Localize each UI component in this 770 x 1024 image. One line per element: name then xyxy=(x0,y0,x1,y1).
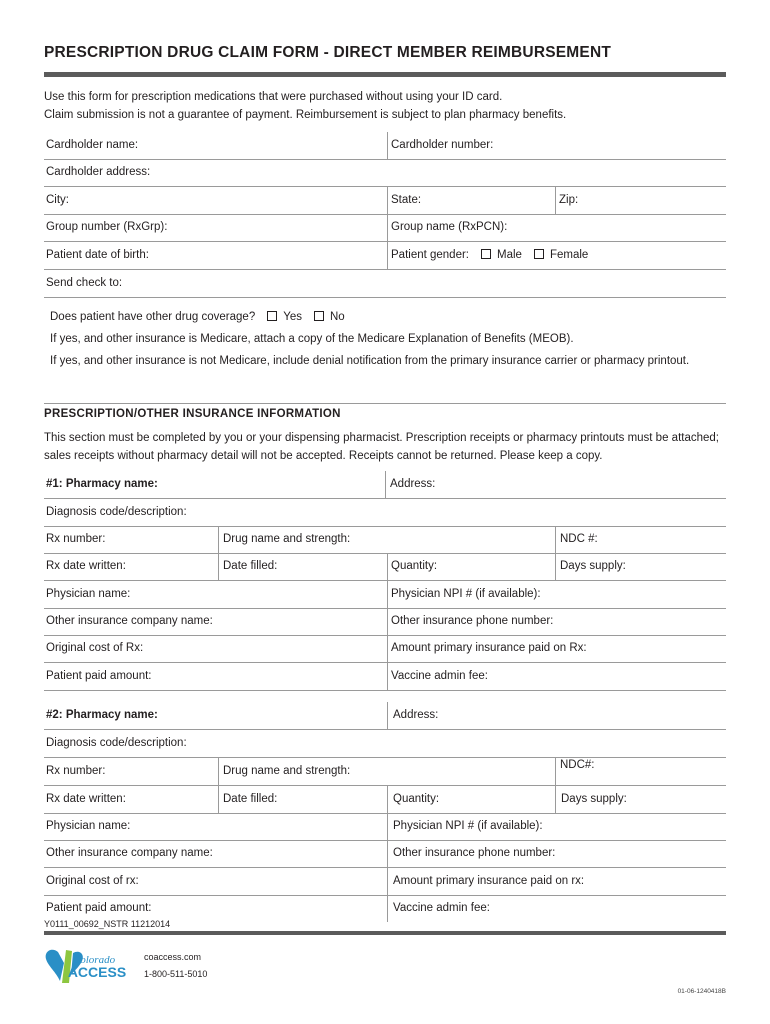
rx2-diagnosis-row xyxy=(44,730,726,758)
rx1-vaccine-fee-field[interactable]: Vaccine admin fee: xyxy=(391,670,488,682)
female-label: Female xyxy=(549,249,589,261)
rx2-dates-row xyxy=(44,786,726,814)
rx2-diagnosis-field[interactable]: Diagnosis code/description: xyxy=(46,737,187,749)
state-field[interactable]: State: xyxy=(391,194,422,206)
row-send-check xyxy=(44,270,726,298)
rx2-pharmacy-field[interactable] xyxy=(44,702,158,729)
group-number-field[interactable]: Group number (RxGrp): xyxy=(46,221,168,233)
rx2-ndc-field[interactable]: NDC#: xyxy=(560,759,595,771)
rx2-pharmacy-row xyxy=(44,702,726,730)
coverage-question-label: Does patient have other drug coverage? xyxy=(50,311,256,323)
logo-text-top: Colorado xyxy=(72,954,116,966)
rx1-physician-field[interactable]: Physician name: xyxy=(46,588,131,600)
intro-line-1: Use this form for prescription medications that were purchased without using your ID card. xyxy=(44,91,503,103)
rx1-rx-number-field[interactable]: Rx number: xyxy=(46,533,106,545)
rx1-pharmacy-label: : Pharmacy name: xyxy=(58,478,158,490)
city-field[interactable]: City: xyxy=(46,194,69,206)
title-divider xyxy=(44,72,726,77)
rx2-npi-field[interactable]: Physician NPI # (if available): xyxy=(393,820,543,832)
row-patient xyxy=(44,242,726,270)
rx2-paid-row xyxy=(44,895,726,922)
rx1-date-filled-field[interactable]: Date filled: xyxy=(223,560,278,572)
rx1-number: #1 xyxy=(46,478,59,490)
coverage-yes-label: Yes xyxy=(283,311,302,323)
rx2-original-cost-field[interactable]: Original cost of rx: xyxy=(46,875,139,887)
patient-gender-label: Patient gender: xyxy=(391,249,470,261)
rx1-address-field[interactable]: Address: xyxy=(390,478,436,490)
section-instructions: This section must be completed by you or your dispensing pharmacist. Prescription receipts or pharmacy printouts must be attached; sales receipts without pharmacy detail will not be accepted. Receipts cannot be returned. Please keep a copy. xyxy=(44,432,719,462)
cardholder-name-field[interactable]: Cardholder name: xyxy=(46,139,139,151)
rx1-drug-field[interactable]: Drug name and strength: xyxy=(223,533,351,545)
zip-field[interactable]: Zip: xyxy=(559,194,579,206)
bottom-divider xyxy=(44,931,726,935)
coverage-question xyxy=(50,308,722,326)
rx1-patient-paid-field[interactable]: Patient paid amount: xyxy=(46,670,152,682)
rx1-paid-row xyxy=(44,663,726,691)
rx2-days-supply-field[interactable]: Days supply: xyxy=(561,793,627,805)
row-address xyxy=(44,159,726,187)
rx1-original-cost-field[interactable]: Original cost of Rx: xyxy=(46,642,144,654)
rx1-other-insurance-row xyxy=(44,608,726,636)
colorado-access-logo xyxy=(44,945,134,987)
rx1-date-written-field[interactable]: Rx date written: xyxy=(46,560,126,572)
male-label: Male xyxy=(497,249,522,261)
coverage-yes-checkbox[interactable] xyxy=(267,311,277,321)
rx2-cost-row xyxy=(44,868,726,896)
coverage-no-label: No xyxy=(330,311,345,323)
rx2-other-phone-field[interactable]: Other insurance phone number: xyxy=(393,847,556,859)
rx1-physician-row xyxy=(44,581,726,609)
rx2-other-company-field[interactable]: Other insurance company name: xyxy=(46,847,213,859)
rx1-other-company-field[interactable]: Other insurance company name: xyxy=(46,615,213,627)
rx1-ndc-field[interactable]: NDC #: xyxy=(560,533,598,545)
medicare-note: If yes, and other insurance is Medicare, attach a copy of the Medicare Explanation of Benefits (MEOB). xyxy=(50,333,574,345)
rx2-other-insurance-row xyxy=(44,840,726,868)
rx1-npi-field[interactable]: Physician NPI # (if available): xyxy=(391,588,541,600)
rx1-dates-row xyxy=(44,553,726,581)
website-link[interactable]: coaccess.com xyxy=(144,952,202,962)
rx1-days-supply-field[interactable]: Days supply: xyxy=(560,560,626,572)
rx2-physician-row xyxy=(44,813,726,841)
rx2-drug-row xyxy=(44,757,726,786)
rx1-drug-row xyxy=(44,526,726,554)
cardholder-number-field[interactable]: Cardholder number: xyxy=(391,139,494,151)
patient-dob-field[interactable]: Patient date of birth: xyxy=(46,249,149,261)
row-group xyxy=(44,214,726,242)
send-check-field[interactable]: Send check to: xyxy=(46,277,123,289)
patient-gender-group xyxy=(389,242,588,269)
rx2-drug-field[interactable]: Drug name and strength: xyxy=(223,765,351,777)
intro-line-2: Claim submission is not a guarantee of payment. Reimbursement is subject to plan pharmacy benefits. xyxy=(44,109,567,121)
rx1-pharmacy-row xyxy=(44,471,726,499)
rx2-physician-field[interactable]: Physician name: xyxy=(46,820,131,832)
female-checkbox[interactable] xyxy=(534,249,544,259)
rx2-date-written-field[interactable]: Rx date written: xyxy=(46,793,126,805)
rx1-other-phone-field[interactable]: Other insurance phone number: xyxy=(391,615,554,627)
section-divider xyxy=(44,403,726,404)
non-medicare-note: If yes, and other insurance is not Medicare, include denial notification from the primary insurance carrier or pharmacy printout. xyxy=(50,355,690,367)
coverage-no-checkbox[interactable] xyxy=(314,311,324,321)
group-name-field[interactable]: Group name (RxPCN): xyxy=(391,221,508,233)
cardholder-address-field[interactable]: Cardholder address: xyxy=(46,166,151,178)
rx2-primary-paid-field[interactable]: Amount primary insurance paid on rx: xyxy=(393,875,585,887)
rx1-cost-row xyxy=(44,635,726,663)
rx1-pharmacy-field[interactable] xyxy=(44,471,158,498)
rx2-pharmacy-label: : Pharmacy name: xyxy=(58,709,158,721)
form-code: Y0111_00692_NSTR 11212014 xyxy=(44,919,171,929)
intro-text xyxy=(44,88,566,124)
rx2-number: #2 xyxy=(46,709,59,721)
page-title: PRESCRIPTION DRUG CLAIM FORM - DIRECT MEMBER REIMBURSEMENT xyxy=(44,44,612,61)
rx1-diagnosis-row xyxy=(44,499,726,527)
rx2-vaccine-fee-field[interactable]: Vaccine admin fee: xyxy=(393,902,490,914)
rx1-quantity-field[interactable]: Quantity: xyxy=(391,560,438,572)
logo-text-bottom: ACCESS xyxy=(67,964,127,980)
rx2-quantity-field[interactable]: Quantity: xyxy=(393,793,440,805)
rx2-address-field[interactable]: Address: xyxy=(393,709,439,721)
rx2-rx-number-field[interactable]: Rx number: xyxy=(46,765,106,777)
phone-number: 1-800-511-5010 xyxy=(144,969,208,979)
rx2-patient-paid-field[interactable]: Patient paid amount: xyxy=(46,902,152,914)
row-city xyxy=(44,187,726,215)
section-heading: PRESCRIPTION/OTHER INSURANCE INFORMATION xyxy=(44,408,341,420)
rx1-diagnosis-field[interactable]: Diagnosis code/description: xyxy=(46,506,187,518)
rx1-primary-paid-field[interactable]: Amount primary insurance paid on Rx: xyxy=(391,642,587,654)
form-number: 01-06-1240418B xyxy=(677,988,726,995)
row-cardholder xyxy=(44,132,726,160)
male-checkbox[interactable] xyxy=(481,249,491,259)
rx2-date-filled-field[interactable]: Date filled: xyxy=(223,793,278,805)
